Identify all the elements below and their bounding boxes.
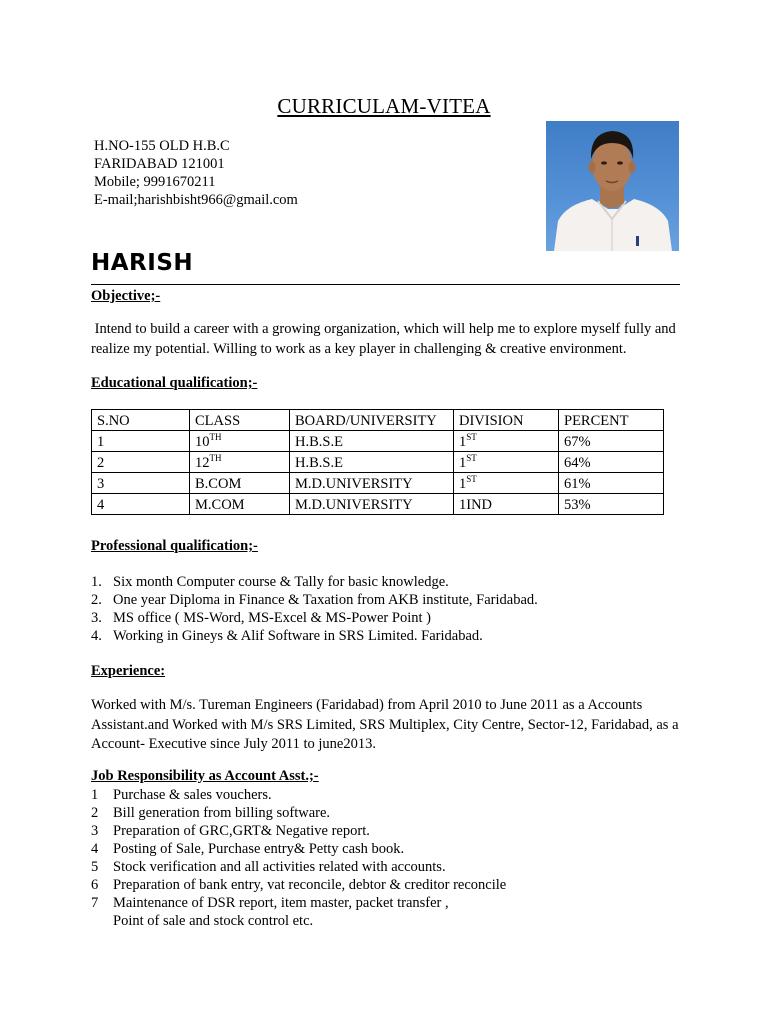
table-header-row	[92, 410, 664, 431]
objective-text	[91, 320, 691, 359]
list-number	[91, 912, 113, 930]
list-number: 3	[91, 823, 99, 839]
table-cell	[92, 431, 190, 452]
profile-photo	[546, 121, 679, 251]
cell-value: 53%	[564, 497, 591, 513]
table-cell	[190, 452, 290, 473]
person-photo-icon	[546, 121, 679, 251]
table-cell	[92, 494, 190, 515]
list-item	[91, 786, 506, 804]
table-cell	[92, 473, 190, 494]
table-cell	[559, 431, 664, 452]
cell-value: 3	[97, 476, 105, 492]
cell-value: M.COM	[195, 497, 245, 513]
table-row	[92, 431, 664, 452]
cell-value: 1IND	[459, 497, 493, 513]
list-text: Working in Gineys & Alif Software in SRS Limited. Faridabad.	[113, 628, 483, 644]
cell-value: B.COM	[195, 476, 242, 492]
list-item	[91, 840, 506, 858]
cell-value: 10	[195, 434, 210, 450]
list-number: 2	[91, 805, 99, 821]
mobile-line: Mobile; 9991670211	[94, 174, 216, 190]
cell-superscript: TH	[209, 432, 222, 443]
list-text: One year Diploma in Finance & Taxation from AKB institute, Faridabad.	[113, 592, 538, 608]
list-item	[91, 609, 538, 627]
cell-value: M.D.UNIVERSITY	[295, 476, 413, 492]
experience-heading: Experience:	[91, 663, 166, 679]
education-table	[91, 409, 664, 515]
cell-value: 1	[459, 476, 467, 492]
list-text: Posting of Sale, Purchase entry& Petty cash book.	[113, 841, 405, 857]
table-header-cell: PERCENT	[559, 410, 664, 431]
list-number: 6	[91, 877, 99, 893]
table-cell	[454, 494, 559, 515]
table-cell	[454, 431, 559, 452]
divider	[91, 284, 680, 285]
cell-value: 1	[459, 455, 467, 471]
table-cell	[454, 452, 559, 473]
address-line: H.NO-155 OLD H.B.C	[94, 138, 230, 154]
cell-value: 67%	[564, 434, 591, 450]
table-cell	[559, 494, 664, 515]
list-text: MS office ( MS-Word, MS-Excel & MS-Power Point )	[113, 610, 431, 626]
list-number: 4	[91, 841, 99, 857]
experience-text: Worked with M/s. Tureman Engineers (Faridabad) from April 2010 to June 2011 as a Accounts Assistant.and Worked with M/s SRS Limited, SRS Multiplex, City Centre, Sector-12, Faridabad, as a Account- Executive since July 2011 to june2013.	[91, 697, 679, 752]
list-text: Bill generation from billing software.	[113, 805, 331, 821]
list-item	[91, 858, 506, 876]
list-number: 7	[91, 895, 99, 911]
list-text: Point of sale and stock control etc.	[113, 913, 314, 929]
list-item	[91, 804, 506, 822]
list-text: Preparation of bank entry, vat reconcile, debtor & creditor reconcile	[113, 877, 507, 893]
table-cell	[290, 473, 454, 494]
list-number: 5	[91, 859, 99, 875]
list-item	[91, 876, 506, 894]
cell-value: M.D.UNIVERSITY	[295, 497, 413, 513]
objective-body: Intend to build a career with a growing organization, which will help me to explore myself fully and realize my potential. Willing to work as a key player in challenging & creative environment.	[91, 321, 676, 357]
cell-value: 1	[459, 434, 467, 450]
list-item	[91, 573, 538, 591]
professional-list	[91, 573, 538, 645]
table-cell	[290, 452, 454, 473]
table-cell	[92, 452, 190, 473]
address-line: FARIDABAD 121001	[94, 156, 225, 172]
list-item	[91, 822, 506, 840]
table-cell	[559, 452, 664, 473]
table-row	[92, 452, 664, 473]
table-cell	[559, 473, 664, 494]
list-number: 1	[91, 787, 99, 803]
list-item	[91, 894, 506, 912]
list-item	[91, 591, 538, 609]
cell-value: H.B.S.E	[295, 455, 343, 471]
email-line: E-mail;harishbisht966@gmail.com	[94, 192, 298, 208]
list-item	[91, 627, 538, 645]
list-text: Preparation of GRC,GRT& Negative report.	[113, 823, 370, 839]
cell-superscript: ST	[466, 474, 477, 485]
table-cell	[190, 494, 290, 515]
list-number: 3.	[91, 610, 102, 626]
cell-value: 64%	[564, 455, 591, 471]
list-text: Purchase & sales vouchers.	[113, 787, 272, 803]
table-header-cell: S.NO	[92, 410, 190, 431]
list-text: Maintenance of DSR report, item master, packet transfer ,	[113, 895, 449, 911]
cell-superscript: TH	[209, 453, 222, 464]
table-cell	[454, 473, 559, 494]
table-cell	[190, 431, 290, 452]
education-heading: Educational qualification;-	[91, 375, 258, 391]
table-row	[92, 494, 664, 515]
cell-superscript: ST	[466, 453, 477, 464]
professional-heading: Professional qualification;-	[91, 538, 258, 554]
cell-superscript: ST	[466, 432, 477, 443]
cell-value: 4	[97, 497, 105, 513]
table-cell	[190, 473, 290, 494]
list-number: 1.	[91, 574, 102, 590]
list-item	[91, 912, 506, 930]
table-header-cell: BOARD/UNIVERSITY	[290, 410, 454, 431]
cell-value: H.B.S.E	[295, 434, 343, 450]
cell-value: 1	[97, 434, 105, 450]
table-row	[92, 473, 664, 494]
job-responsibility-heading: Job Responsibility as Account Asst.;-	[91, 768, 319, 784]
table-header-cell: DIVISION	[454, 410, 559, 431]
objective-heading: Objective;-	[91, 288, 161, 304]
cell-value: 12	[195, 455, 210, 471]
cell-value: 61%	[564, 476, 591, 492]
list-number: 4.	[91, 628, 102, 644]
candidate-name: HARISH	[91, 250, 194, 276]
table-cell	[290, 494, 454, 515]
document-title: CURRICULAM-VITEA	[277, 94, 491, 118]
job-responsibility-list	[91, 786, 506, 930]
list-text: Stock verification and all activities related with accounts.	[113, 859, 446, 875]
list-number: 2.	[91, 592, 102, 608]
cell-value: 2	[97, 455, 105, 471]
contact-address	[94, 137, 298, 209]
list-text: Six month Computer course & Tally for basic knowledge.	[113, 574, 449, 590]
table-cell	[290, 431, 454, 452]
table-header-cell: CLASS	[190, 410, 290, 431]
